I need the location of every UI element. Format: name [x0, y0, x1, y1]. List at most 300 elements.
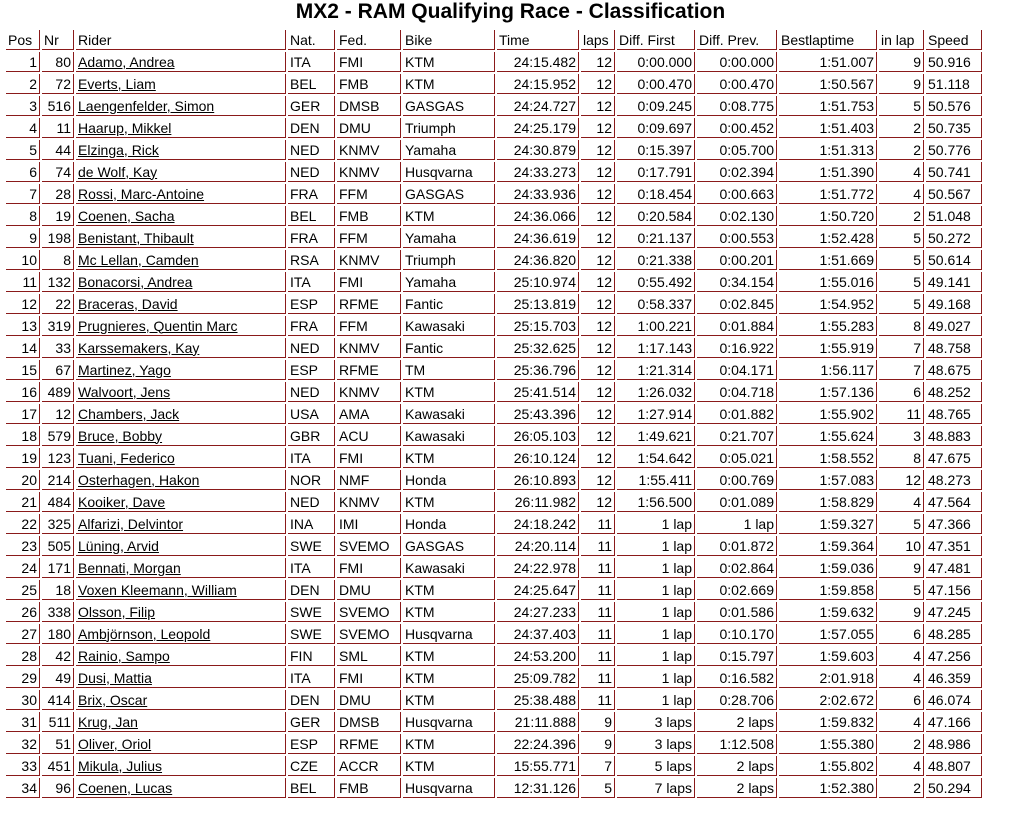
cell-nat: USA: [288, 404, 335, 424]
cell-time: 25:38.488: [497, 690, 579, 710]
table-row: [6, 690, 982, 710]
cell-pos: 13: [6, 316, 40, 336]
cell-nr: 180: [42, 624, 74, 644]
cell-nr: 338: [42, 602, 74, 622]
cell-laps: 12: [581, 184, 615, 204]
header-nat: Nat.: [288, 30, 335, 50]
cell-in-lap: 7: [879, 360, 924, 380]
cell-time: 24:18.242: [497, 514, 579, 534]
cell-bestlap: 1:52.380: [779, 778, 877, 798]
cell-diff-first: 0:09.697: [617, 118, 695, 138]
cell-laps: 9: [581, 712, 615, 732]
cell-diff-prev: 0:01.089: [697, 492, 777, 512]
cell-rider: [76, 228, 286, 248]
cell-bike: Kawasaki: [403, 404, 495, 424]
header-bike: Bike: [403, 30, 495, 50]
cell-fed: ACCR: [337, 756, 401, 776]
cell-speed: 48.765: [926, 404, 982, 424]
cell-pos: 33: [6, 756, 40, 776]
cell-diff-first: 0:09.245: [617, 96, 695, 116]
cell-nr: 33: [42, 338, 74, 358]
cell-bike: KTM: [403, 734, 495, 754]
cell-diff-first: 0:20.584: [617, 206, 695, 226]
cell-speed: 48.285: [926, 624, 982, 644]
cell-diff-prev: 0:08.775: [697, 96, 777, 116]
cell-fed: FFM: [337, 316, 401, 336]
cell-bike: Yamaha: [403, 272, 495, 292]
cell-laps: 12: [581, 316, 615, 336]
cell-bike: Husqvarna: [403, 624, 495, 644]
cell-nr: 489: [42, 382, 74, 402]
cell-laps: 12: [581, 250, 615, 270]
cell-laps: 11: [581, 536, 615, 556]
cell-in-lap: 4: [879, 162, 924, 182]
rider-link[interactable]: Tuani, Federico: [78, 449, 175, 466]
table-row: [6, 426, 982, 446]
cell-laps: 11: [581, 514, 615, 534]
table-row: [6, 470, 982, 490]
cell-nr: 484: [42, 492, 74, 512]
table-row: [6, 360, 982, 380]
cell-diff-first: 0:17.791: [617, 162, 695, 182]
cell-diff-first: 1 lap: [617, 690, 695, 710]
cell-bestlap: 1:51.753: [779, 96, 877, 116]
cell-nr: 132: [42, 272, 74, 292]
cell-bike: KTM: [403, 646, 495, 666]
cell-speed: 49.027: [926, 316, 982, 336]
cell-pos: 6: [6, 162, 40, 182]
cell-in-lap: 4: [879, 712, 924, 732]
cell-fed: DMSB: [337, 96, 401, 116]
cell-rider: [76, 338, 286, 358]
rider-link[interactable]: Rossi, Marc-Antoine: [78, 185, 205, 202]
cell-rider: [76, 734, 286, 754]
cell-bestlap: 1:54.952: [779, 294, 877, 314]
rider-link[interactable]: Bruce, Bobby: [78, 427, 163, 444]
cell-fed: FFM: [337, 184, 401, 204]
cell-fed: KNMV: [337, 162, 401, 182]
cell-diff-first: 1 lap: [617, 558, 695, 578]
cell-nat: NED: [288, 492, 335, 512]
cell-diff-first: 1:54.642: [617, 448, 695, 468]
cell-time: 25:13.819: [497, 294, 579, 314]
cell-diff-prev: 1 lap: [697, 514, 777, 534]
rider-link[interactable]: Olsson, Filip: [78, 603, 156, 620]
cell-diff-first: 1:55.411: [617, 470, 695, 490]
table-row: [6, 316, 982, 336]
rider-link[interactable]: Coenen, Sacha: [78, 207, 175, 224]
table-row: [6, 250, 982, 270]
cell-diff-prev: 0:02.669: [697, 580, 777, 600]
cell-bestlap: 1:59.858: [779, 580, 877, 600]
cell-speed: 48.675: [926, 360, 982, 380]
cell-nat: NED: [288, 162, 335, 182]
cell-laps: 12: [581, 338, 615, 358]
cell-nat: FRA: [288, 184, 335, 204]
cell-bestlap: 1:55.016: [779, 272, 877, 292]
cell-pos: 32: [6, 734, 40, 754]
rider-link[interactable]: Braceras, David: [78, 295, 178, 312]
cell-time: 24:25.647: [497, 580, 579, 600]
cell-nat: GER: [288, 96, 335, 116]
cell-nr: 96: [42, 778, 74, 798]
cell-laps: 12: [581, 228, 615, 248]
cell-laps: 12: [581, 206, 615, 226]
cell-bestlap: 1:57.136: [779, 382, 877, 402]
cell-nat: DEN: [288, 118, 335, 138]
cell-speed: 47.481: [926, 558, 982, 578]
rider-link[interactable]: Mc Lellan, Camden: [78, 251, 199, 268]
cell-bestlap: 1:51.669: [779, 250, 877, 270]
cell-pos: 7: [6, 184, 40, 204]
cell-nat: DEN: [288, 690, 335, 710]
cell-diff-first: 0:55.492: [617, 272, 695, 292]
rider-link[interactable]: Alfarizi, Delvintor: [78, 515, 184, 532]
cell-rider: [76, 118, 286, 138]
cell-laps: 5: [581, 778, 615, 798]
cell-nat: ESP: [288, 294, 335, 314]
cell-nr: 579: [42, 426, 74, 446]
cell-rider: [76, 558, 286, 578]
cell-pos: 29: [6, 668, 40, 688]
rider-link[interactable]: Brix, Oscar: [78, 691, 148, 708]
cell-bike: Husqvarna: [403, 162, 495, 182]
cell-speed: 50.272: [926, 228, 982, 248]
cell-bike: GASGAS: [403, 536, 495, 556]
cell-fed: AMA: [337, 404, 401, 424]
header-bestlap: Bestlaptime: [779, 30, 877, 50]
cell-time: 25:43.396: [497, 404, 579, 424]
cell-nat: ESP: [288, 734, 335, 754]
rider-link[interactable]: Bonacorsi, Andrea: [78, 273, 193, 290]
cell-diff-first: 1 lap: [617, 646, 695, 666]
cell-diff-prev: 0:02.394: [697, 162, 777, 182]
rider-link[interactable]: Ambjörnson, Leopold: [78, 625, 211, 642]
cell-nr: 51: [42, 734, 74, 754]
cell-diff-prev: 0:00.000: [697, 52, 777, 72]
table-row: [6, 448, 982, 468]
cell-rider: [76, 140, 286, 160]
cell-nat: BEL: [288, 206, 335, 226]
rider-link[interactable]: Krug, Jan: [78, 713, 138, 730]
cell-in-lap: 5: [879, 294, 924, 314]
cell-laps: 11: [581, 646, 615, 666]
cell-diff-prev: 0:01.586: [697, 602, 777, 622]
table-row: [6, 514, 982, 534]
header-rider: Rider: [76, 30, 286, 50]
cell-diff-prev: 1:12.508: [697, 734, 777, 754]
table-row: [6, 338, 982, 358]
cell-pos: 11: [6, 272, 40, 292]
cell-diff-prev: 0:02.130: [697, 206, 777, 226]
cell-laps: 12: [581, 426, 615, 446]
cell-time: 26:05.103: [497, 426, 579, 446]
cell-diff-first: 1:26.032: [617, 382, 695, 402]
cell-pos: 23: [6, 536, 40, 556]
cell-speed: 50.741: [926, 162, 982, 182]
rider-link[interactable]: Prugnieres, Quentin Marc: [78, 317, 238, 334]
cell-nat: DEN: [288, 580, 335, 600]
cell-speed: 48.883: [926, 426, 982, 446]
rider-link[interactable]: Lüning, Arvid: [78, 537, 159, 554]
cell-nat: NED: [288, 140, 335, 160]
cell-rider: [76, 316, 286, 336]
cell-diff-prev: 2 laps: [697, 756, 777, 776]
cell-fed: KNMV: [337, 338, 401, 358]
cell-rider: [76, 712, 286, 732]
cell-in-lap: 3: [879, 426, 924, 446]
table-row: [6, 756, 982, 776]
cell-diff-prev: 0:00.470: [697, 74, 777, 94]
cell-fed: KNMV: [337, 382, 401, 402]
cell-nr: 123: [42, 448, 74, 468]
cell-rider: [76, 602, 286, 622]
table-row: [6, 162, 982, 182]
cell-in-lap: 5: [879, 96, 924, 116]
cell-diff-prev: 0:16.582: [697, 668, 777, 688]
cell-pos: 34: [6, 778, 40, 798]
header-speed: Speed: [926, 30, 982, 50]
cell-speed: 50.916: [926, 52, 982, 72]
cell-nr: 72: [42, 74, 74, 94]
rider-link[interactable]: Mikula, Julius: [78, 757, 163, 774]
rider-link[interactable]: Kooiker, Dave: [78, 493, 166, 510]
cell-laps: 12: [581, 492, 615, 512]
cell-time: 24:30.879: [497, 140, 579, 160]
cell-speed: 48.807: [926, 756, 982, 776]
rider-link[interactable]: Karssemakers, Kay: [78, 339, 200, 356]
header-laps: laps: [581, 30, 615, 50]
table-row: [6, 184, 982, 204]
cell-nat: FRA: [288, 228, 335, 248]
cell-time: 24:27.233: [497, 602, 579, 622]
cell-fed: FMI: [337, 272, 401, 292]
cell-diff-prev: 0:05.021: [697, 448, 777, 468]
cell-diff-first: 0:00.000: [617, 52, 695, 72]
cell-bike: Kawasaki: [403, 426, 495, 446]
cell-diff-prev: 0:21.707: [697, 426, 777, 446]
cell-bestlap: 1:59.036: [779, 558, 877, 578]
cell-in-lap: 4: [879, 756, 924, 776]
cell-nr: 319: [42, 316, 74, 336]
cell-bike: KTM: [403, 52, 495, 72]
table-row: [6, 778, 982, 798]
cell-diff-first: 0:18.454: [617, 184, 695, 204]
rider-link[interactable]: Everts, Liam: [78, 75, 156, 92]
cell-fed: FMI: [337, 668, 401, 688]
cell-fed: FMB: [337, 206, 401, 226]
table-row: [6, 228, 982, 248]
rider-link[interactable]: de Wolf, Kay: [78, 163, 158, 180]
rider-link[interactable]: Bennati, Morgan: [78, 559, 181, 576]
cell-laps: 11: [581, 558, 615, 578]
cell-diff-prev: 0:04.171: [697, 360, 777, 380]
cell-fed: SML: [337, 646, 401, 666]
rider-link[interactable]: Martinez, Yago: [78, 361, 171, 378]
cell-nat: CZE: [288, 756, 335, 776]
cell-rider: [76, 360, 286, 380]
cell-rider: [76, 184, 286, 204]
rider-link[interactable]: Laengenfelder, Simon: [78, 97, 215, 114]
cell-rider: [76, 382, 286, 402]
header-row: [6, 30, 982, 50]
cell-speed: 50.576: [926, 96, 982, 116]
table-row: [6, 382, 982, 402]
cell-in-lap: 6: [879, 690, 924, 710]
rider-link[interactable]: Elzinga, Rick: [78, 141, 159, 158]
cell-bike: Husqvarna: [403, 712, 495, 732]
cell-bike: Kawasaki: [403, 316, 495, 336]
cell-nat: INA: [288, 514, 335, 534]
table-row: [6, 52, 982, 72]
cell-diff-first: 3 laps: [617, 734, 695, 754]
cell-nat: ESP: [288, 360, 335, 380]
cell-time: 26:10.893: [497, 470, 579, 490]
cell-diff-prev: 2 laps: [697, 712, 777, 732]
cell-time: 24:33.273: [497, 162, 579, 182]
cell-rider: [76, 52, 286, 72]
cell-in-lap: 6: [879, 624, 924, 644]
cell-in-lap: 2: [879, 206, 924, 226]
rider-link[interactable]: Dusi, Mattia: [78, 669, 152, 686]
cell-time: 25:41.514: [497, 382, 579, 402]
cell-bike: KTM: [403, 206, 495, 226]
cell-fed: KNMV: [337, 140, 401, 160]
cell-bestlap: 1:50.720: [779, 206, 877, 226]
cell-speed: 48.758: [926, 338, 982, 358]
cell-laps: 11: [581, 668, 615, 688]
cell-time: 24:37.403: [497, 624, 579, 644]
cell-in-lap: 5: [879, 580, 924, 600]
rider-link[interactable]: Walvoort, Jens: [78, 383, 171, 400]
cell-fed: FMB: [337, 778, 401, 798]
cell-time: 25:09.782: [497, 668, 579, 688]
cell-fed: FMI: [337, 52, 401, 72]
cell-bike: Fantic: [403, 294, 495, 314]
cell-in-lap: 8: [879, 448, 924, 468]
cell-bestlap: 1:50.567: [779, 74, 877, 94]
cell-bike: KTM: [403, 756, 495, 776]
cell-diff-prev: 0:00.663: [697, 184, 777, 204]
cell-bestlap: 1:52.428: [779, 228, 877, 248]
rider-link[interactable]: Oliver, Oriol: [78, 735, 152, 752]
cell-fed: SVEMO: [337, 602, 401, 622]
cell-rider: [76, 778, 286, 798]
rider-link[interactable]: Rainio, Sampo: [78, 647, 170, 664]
cell-diff-first: 1:27.914: [617, 404, 695, 424]
rider-link[interactable]: Haarup, Mikkel: [78, 119, 172, 136]
cell-nat: SWE: [288, 624, 335, 644]
cell-bestlap: 1:56.117: [779, 360, 877, 380]
cell-pos: 14: [6, 338, 40, 358]
cell-nr: 414: [42, 690, 74, 710]
cell-pos: 19: [6, 448, 40, 468]
cell-speed: 50.614: [926, 250, 982, 270]
cell-in-lap: 9: [879, 602, 924, 622]
cell-bike: KTM: [403, 74, 495, 94]
cell-in-lap: 5: [879, 250, 924, 270]
cell-bike: TM: [403, 360, 495, 380]
cell-bestlap: 1:58.829: [779, 492, 877, 512]
cell-time: 25:15.703: [497, 316, 579, 336]
cell-pos: 15: [6, 360, 40, 380]
cell-diff-first: 3 laps: [617, 712, 695, 732]
cell-time: 26:10.124: [497, 448, 579, 468]
cell-rider: [76, 448, 286, 468]
cell-diff-first: 5 laps: [617, 756, 695, 776]
cell-nr: 12: [42, 404, 74, 424]
cell-diff-prev: 0:10.170: [697, 624, 777, 644]
rider-link[interactable]: Coenen, Lucas: [78, 779, 173, 796]
table-row: [6, 646, 982, 666]
cell-diff-first: 1 lap: [617, 536, 695, 556]
cell-speed: 47.366: [926, 514, 982, 534]
cell-fed: ACU: [337, 426, 401, 446]
cell-diff-first: 1:21.314: [617, 360, 695, 380]
cell-bestlap: 1:59.832: [779, 712, 877, 732]
cell-bestlap: 1:57.055: [779, 624, 877, 644]
table-row: [6, 712, 982, 732]
cell-nr: 505: [42, 536, 74, 556]
header-pos: Pos: [6, 30, 40, 50]
cell-nr: 511: [42, 712, 74, 732]
cell-bestlap: 1:59.327: [779, 514, 877, 534]
header-time: Time: [497, 30, 579, 50]
cell-nat: BEL: [288, 74, 335, 94]
table-row: [6, 734, 982, 754]
cell-fed: SVEMO: [337, 624, 401, 644]
cell-in-lap: 4: [879, 646, 924, 666]
cell-laps: 12: [581, 74, 615, 94]
cell-speed: 48.986: [926, 734, 982, 754]
cell-bestlap: 1:55.802: [779, 756, 877, 776]
cell-laps: 12: [581, 404, 615, 424]
cell-diff-prev: 0:00.769: [697, 470, 777, 490]
cell-rider: [76, 580, 286, 600]
cell-fed: FMI: [337, 558, 401, 578]
cell-time: 12:31.126: [497, 778, 579, 798]
cell-nr: 80: [42, 52, 74, 72]
rider-link[interactable]: Voxen Kleemann, William: [78, 581, 237, 598]
cell-laps: 7: [581, 756, 615, 776]
rider-link[interactable]: Osterhagen, Hakon: [78, 471, 200, 488]
cell-nat: ITA: [288, 272, 335, 292]
cell-nat: ITA: [288, 558, 335, 578]
cell-rider: [76, 668, 286, 688]
cell-nr: 11: [42, 118, 74, 138]
cell-diff-prev: 0:15.797: [697, 646, 777, 666]
cell-bike: GASGAS: [403, 96, 495, 116]
cell-fed: DMU: [337, 690, 401, 710]
cell-bestlap: 1:59.364: [779, 536, 877, 556]
cell-nr: 18: [42, 580, 74, 600]
cell-bike: Yamaha: [403, 228, 495, 248]
cell-nr: 325: [42, 514, 74, 534]
table-row: [6, 140, 982, 160]
cell-diff-prev: 0:16.922: [697, 338, 777, 358]
cell-time: 21:11.888: [497, 712, 579, 732]
table-row: [6, 118, 982, 138]
rider-link[interactable]: Adamo, Andrea: [78, 53, 175, 70]
rider-link[interactable]: Benistant, Thibault: [78, 229, 194, 246]
cell-rider: [76, 404, 286, 424]
cell-laps: 12: [581, 52, 615, 72]
cell-laps: 12: [581, 382, 615, 402]
cell-pos: 20: [6, 470, 40, 490]
rider-link[interactable]: Chambers, Jack: [78, 405, 180, 422]
cell-diff-prev: 0:34.154: [697, 272, 777, 292]
cell-bike: KTM: [403, 492, 495, 512]
